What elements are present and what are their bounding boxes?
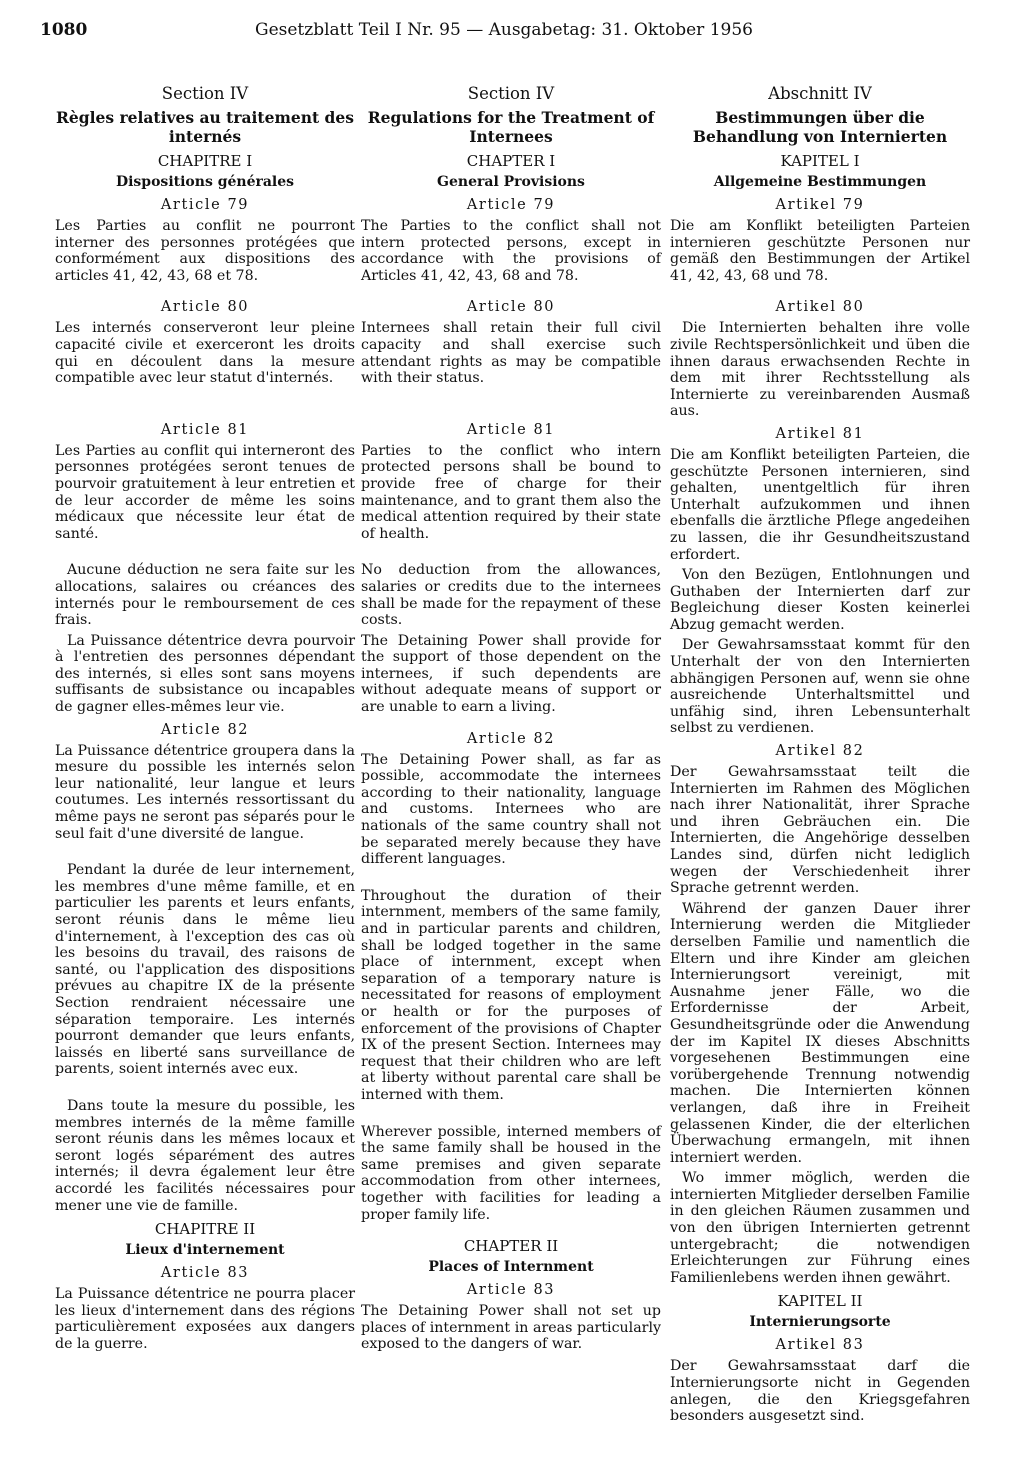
article-80-text: Die Internierten behalten ihre volle zivile Rechtspersönlichkeit und üben die ihnen daraus erwachsenden Rechte in dem mit ihrer Rechtsstellung als Internierte zu vereinbarenden Ausmaß aus. [670,320,970,420]
column-english [361,80,661,1353]
section-heading: Abschnitt IV [768,84,872,103]
article-82-para-2: Throughout the duration of their internment, members of the same family, and in particular parents and children, shall be lodged together in the same place of internment, except when separation of a temporary nature is necessitated for reasons of employment or health or for the purposes of enforcement of the provisions of Chapter IX of the present Section. Internees may request that their children who are left at liberty without parental care shall be interned with them. [361,887,661,1103]
chapter-title: Dispositions générales [115,174,295,190]
article-80-heading: Article 80 [466,299,556,316]
chapter-heading: CHAPITRE II [154,1220,256,1239]
chapter-heading: KAPITEL I [780,152,860,170]
article-81-para-3: La Puissance détentrice devra pourvoir à l'entretien des personnes dépendant des internés, si elles sont sans moyens suffisants de subsistance ou incapables de gagner elles-mêmes leur vie. [55,632,355,716]
column-french [55,80,355,1352]
article-82-heading: Artikel 82 [775,743,865,760]
running-title: Gesetzblatt Teil I Nr. 95 — Ausgabetag: 31. Oktober 1956 [255,20,753,40]
article-82-para-1: The Detaining Power shall, as far as possible, accommodate the internees according to their nationality, language and customs. Internees who are nationals of the same country shall not be separated merely because they have different languages. [361,751,661,868]
article-82-para-1: La Puissance détentrice groupera dans la mesure du possible les internés selon leur nationalité, leur langue et leurs coutumes. Les internés ressortissant du même pays ne seront pas séparés pour le seul fait d'une diversité de langue. [55,742,355,842]
article-79-heading: Article 79 [160,197,250,213]
column-german [670,80,970,1425]
chapter-heading: CHAPTER I [466,152,556,170]
article-79-text: The Parties to the conflict shall not intern protected persons, except in accordance with the provisions of Articles 41, 42, 43, 68 and 78. [361,218,661,284]
article-81-heading: Article 81 [466,421,556,438]
chapter-heading: KAPITEL II [777,1292,863,1311]
article-79-text: Les Parties au conflit ne pourront interner des personnes protégées que conformément aux dispositions des articles 41, 42, 43, 68 et 78. [55,218,355,284]
article-81-heading: Artikel 81 [775,425,865,442]
section-heading: Section IV [467,84,555,103]
article-81-para-3: The Detaining Power shall provide for the support of those dependent on the internees, if such dependents are without adequate means of support or are unable to earn a living. [361,632,661,716]
article-83-text: Der Gewahrsamsstaat darf die Internierungsorte nicht in Gegenden anlegen, die den Kriegsgefahren besonders ausgesetzt sind. [670,1358,970,1425]
chapter-title: Lieux d'internement [125,1242,285,1259]
article-82-para-2: Während der ganzen Dauer ihrer Internierung werden die Mitglieder derselben Familie und namentlich die Eltern und ihre Kinder am gleichen Internierungsort vereinigt, mit Ausnahme jener Fälle, wo die Erfordernisse der Arbeit, Gesundheitsgründe oder die Anwendung der im Kapitel IX dieses Abschnitts vorgesehenen Bestimmungen eine vorübergehende Trennung notwendig machen. Die Internierten können verlangen, daß ihre in Freiheit gelassenen Kinder, die der elterlichen Überwachung ermangeln, mit ihnen interniert werden. [670,900,970,1166]
article-79-text: Die am Konflikt beteiligten Parteien internieren geschützte Personen nur gemäß den Bestimmungen der Artikel 41, 42, 43, 68 und 78. [670,218,970,284]
section-title: Bestimmungen über die Behandlung von Internierten [692,108,948,146]
page-number: 1080 [40,20,88,40]
article-81-para-2: Aucune déduction ne sera faite sur les allocations, salaires ou créances des internés pour le remboursement de ces frais. [55,562,355,629]
article-83-text: The Detaining Power shall not set up places of internment in areas particularly exposed to the dangers of war. [361,1303,661,1353]
article-82-para-3: Wherever possible, interned members of the same family shall be housed in the same premises and given separate accommodation from other internees, together with facilities for leading a proper family life. [361,1123,661,1223]
article-80-heading: Article 80 [160,299,250,316]
chapter-title: Internierungsorte [749,1314,891,1331]
article-81-para-1: Les Parties au conflit qui interneront des personnes protégées seront tenues de pourvoir gratuitement à leur entretien et de leur accorder de même les soins médicaux que nécessite leur état de santé. [55,442,355,542]
chapter-heading: CHAPITRE I [157,152,253,170]
section-title: Règles relatives au traitement des internés [56,108,354,146]
chapter-heading: CHAPTER II [463,1237,559,1256]
article-83-heading: Article 83 [160,1265,250,1282]
article-81-para-1: Die am Konflikt beteiligten Parteien, die geschützte Personen internieren, sind gehalten, unentgeltlich für ihren Unterhalt aufzukommen und ihnen ebenfalls die ärztliche Pflege angedeihen zu lassen, die ihr Gesundheitszustand erfordert. [670,446,970,563]
article-82-para-2: Pendant la durée de leur internement, les membres d'une même famille, et en particulier les parents et leurs enfants, seront réunis dans le même lieu d'internement, à l'exception des cas où les besoins du travail, des raisons de santé, ou l'application des dispositions prévues au chapitre IX de la présente Section rendraient nécessaire une séparation temporaire. Les internés pourront demander que leurs enfants, laissés en liberté sans surveillance de parents, soient internés avec eux. [55,862,355,1078]
article-82-para-1: Der Gewahrsamsstaat teilt die Internierten im Rahmen des Möglichen nach ihrer Nationalität, ihrer Sprache und ihren Gebräuchen ein. Die Internierten, die Angehörige desselben Landes sind, dürfen nicht lediglich wegen der Verschiedenheit ihrer Sprache getrennt werden. [670,764,970,897]
article-83-heading: Article 83 [466,1282,556,1299]
chapter-title: Allgemeine Bestimmungen [713,174,927,190]
article-81-para-1: Parties to the conflict who intern protected persons shall be bound to provide free of charge for their maintenance, and to grant them also the medical attention required by their state of health. [361,442,661,542]
article-80-text: Les internés conserveront leur pleine capacité civile et exerceront les droits qui en découlent dans la mesure compatible avec leur statut d'internés. [55,320,355,387]
article-82-para-3: Dans toute la mesure du possible, les membres internés de la même famille seront réunis dans les mêmes locaux et seront logés séparément des autres internés; il devra également leur être accordé les facilités nécessaires pour mener une vie de famille. [55,1097,355,1214]
article-80-heading: Artikel 80 [775,299,865,316]
chapter-title: General Provisions [437,174,585,190]
article-82-para-3: Wo immer möglich, werden die internierten Mitglieder derselben Familie in den gleichen Räumen zusammen und von den übrigen Internierten getrennt untergebracht; die notwendigen Erleichterungen zur Führung eines Familienlebens werden ihnen gewährt. [670,1170,970,1286]
article-80-text: Internees shall retain their full civil capacity and shall exercise such attendant rights as may be compatible with their status. [361,320,661,387]
article-83-text: La Puissance détentrice ne pourra placer les lieux d'internement dans des régions particulièrement exposées aux dangers de la guerre. [55,1286,355,1352]
article-81-para-3: Der Gewahrsamsstaat kommt für den Unterhalt der von den Internierten abhängigen Personen auf, wenn sie ohne ausreichende Unterhaltsmittel und unfähig sind, ihren Lebensunterhalt selbst zu verdienen. [670,637,970,737]
article-81-heading: Article 81 [160,421,250,438]
article-81-para-2: Von den Bezügen, Entlohnungen und Guthaben der Internierten darf zur Begleichung dieser Kosten keinerlei Abzug gemacht werden. [670,567,970,633]
chapter-title: Places of Internment [428,1259,594,1276]
article-82-heading: Article 82 [466,730,556,747]
page-header [40,18,1000,42]
article-81-para-2: No deduction from the allowances, salaries or credits due to the internees shall be made for the repayment of these costs. [361,562,661,629]
article-79-heading: Article 79 [466,197,556,213]
section-title: Regulations for the Treatment of Internees [367,108,655,146]
article-79-heading: Artikel 79 [775,197,865,213]
article-82-heading: Article 82 [160,721,250,738]
article-83-heading: Artikel 83 [775,1337,865,1354]
section-heading: Section IV [161,84,249,103]
